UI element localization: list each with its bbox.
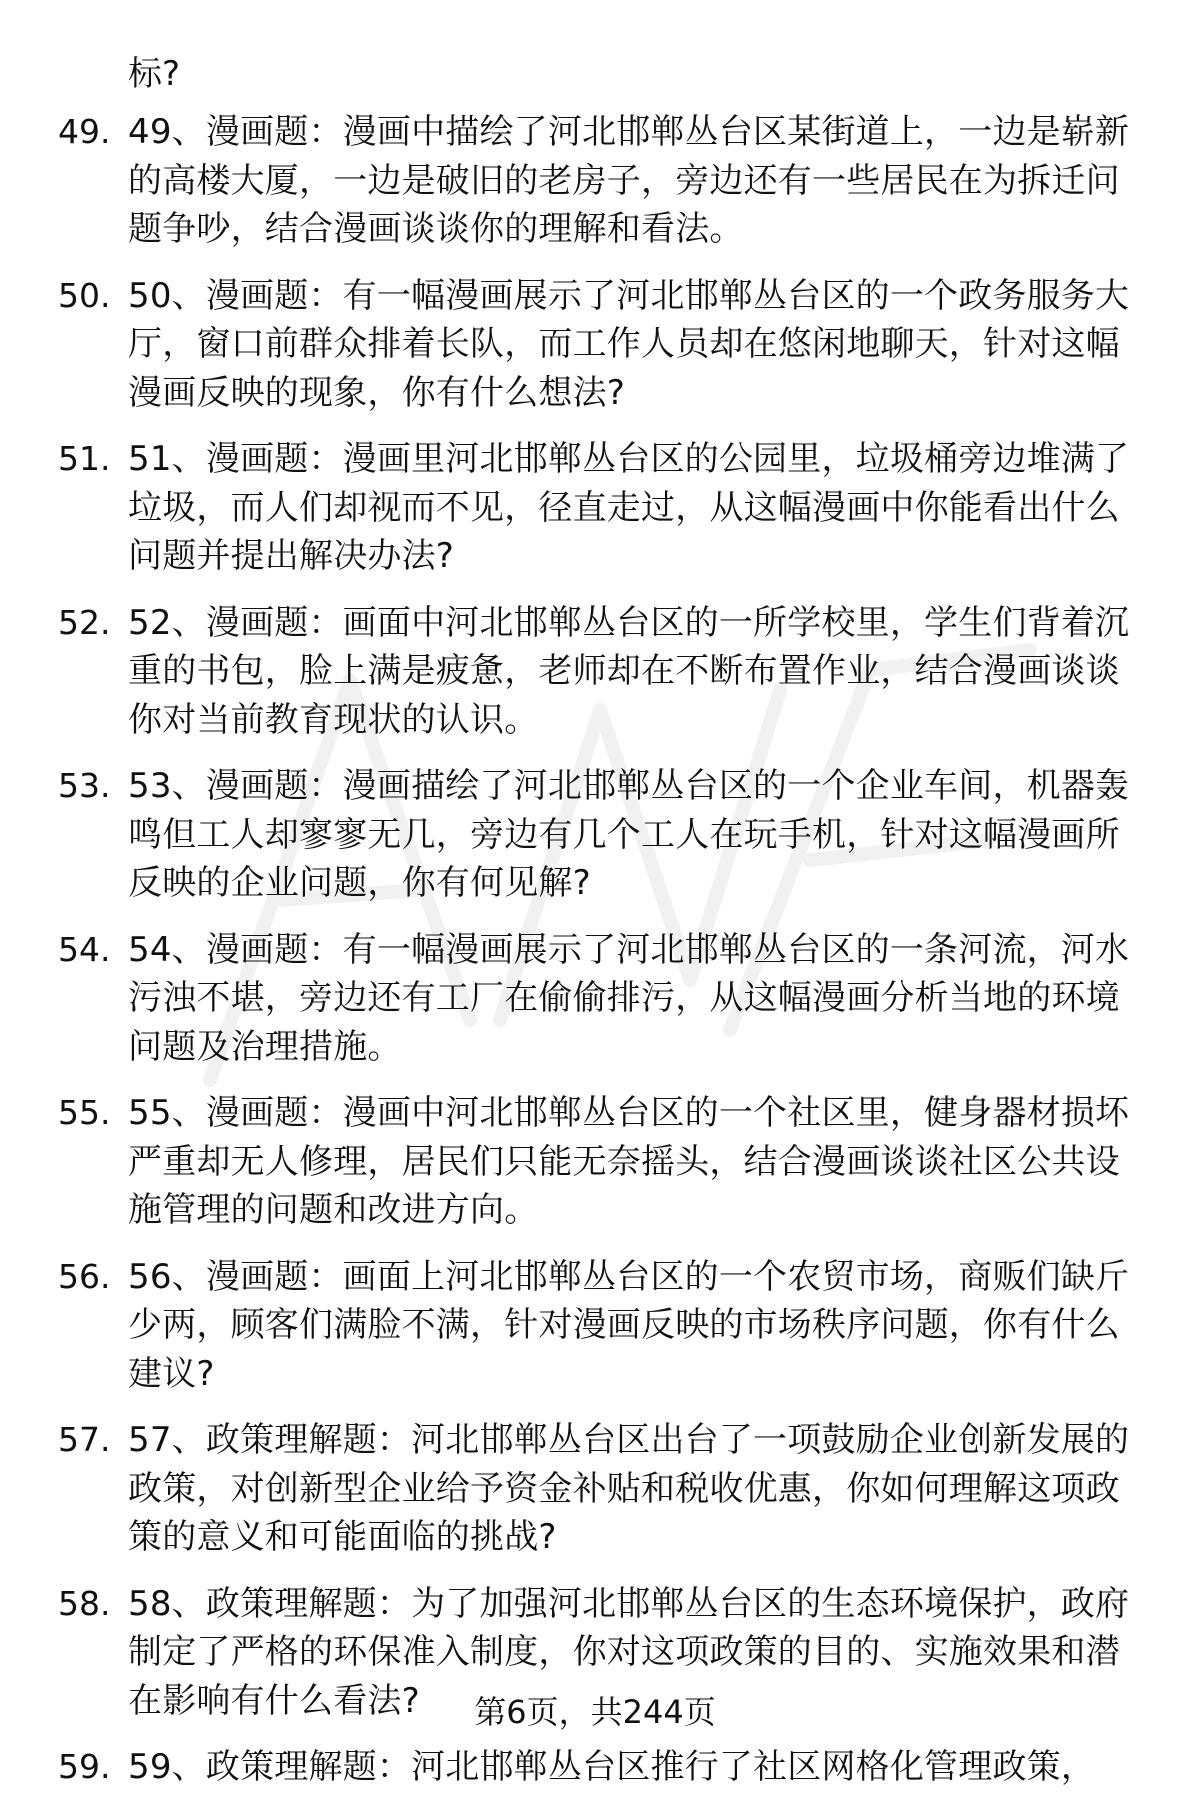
- question-number: 49.: [58, 112, 111, 151]
- question-text: 57、政策理解题：河北邯郸丛台区出台了一项鼓励企业创新发展的政策，对创新型企业给予资金补贴和税收优惠，你如何理解这项政策的意义和可能面临的挑战?: [128, 1420, 1130, 1557]
- question-item: [0, 1089, 1190, 1235]
- question-text: 58、政策理解题：为了加强河北邯郸丛台区的生态环境保护，政府制定了严格的环保准入制度，你对这项政策的目的、实施效果和潜在影响有什么看法?: [128, 1583, 1130, 1721]
- question-item: [0, 926, 1190, 1072]
- question-number: 50.: [58, 275, 111, 315]
- question-text: 53、漫画题：漫画描绘了河北邯郸丛台区的一个企业车间，机器轰鸣但工人却寥寥无几，旁边有几个工人在玩手机，针对这幅漫画所反映的企业问题，你有何见解?: [128, 766, 1130, 903]
- question-text: 55、漫画题：漫画中河北邯郸丛台区的一个社区里，健身器材损坏严重却无人修理，居民们只能无奈摇头，结合漫画谈谈社区公共设施管理的问题和改进方向。: [128, 1093, 1130, 1230]
- question-text: 54、漫画题：有一幅漫画展示了河北邯郸丛台区的一条河流，河水污浊不堪，旁边还有工厂在偷偷排污，从这幅漫画分析当地的环境问题及治理措施。: [128, 929, 1130, 1067]
- question-text: 59、政策理解题：河北邯郸丛台区推行了社区网格化管理政策，: [128, 1747, 1096, 1787]
- question-number: 59.: [58, 1747, 111, 1786]
- question-item: [0, 1253, 1190, 1399]
- question-number: 58.: [58, 1583, 111, 1623]
- question-item: [0, 272, 1190, 418]
- question-item: [0, 762, 1190, 908]
- question-item: [0, 435, 1190, 581]
- question-item: [0, 1416, 1190, 1562]
- question-number: 54.: [58, 929, 111, 969]
- question-item: [0, 1743, 1190, 1792]
- question-number: 55.: [58, 1093, 111, 1132]
- continued-question-tail: 标?: [128, 54, 181, 94]
- question-number: 57.: [58, 1420, 111, 1459]
- question-text: 51、漫画题：漫画里河北邯郸丛台区的公园里，垃圾桶旁边堆满了垃圾，而人们却视而不见，径直走过，从这幅漫画中你能看出什么问题并提出解决办法?: [128, 439, 1130, 576]
- question-list: [0, 108, 1190, 1810]
- page-number-footer: 第6页，共244页: [474, 1693, 716, 1731]
- question-text: 50、漫画题：有一幅漫画展示了河北邯郸丛台区的一个政务服务大厅，窗口前群众排着长队，而工作人员却在悠闲地聊天，针对这幅漫画反映的现象，你有什么想法?: [128, 275, 1130, 413]
- question-number: 52.: [58, 602, 111, 642]
- question-text: 56、漫画题：画面上河北邯郸丛台区的一个农贸市场，商贩们缺斤少两，顾客们满脸不满，针对漫画反映的市场秩序问题，你有什么建议?: [128, 1256, 1130, 1394]
- question-number: 56.: [58, 1256, 111, 1296]
- question-number: 51.: [58, 439, 111, 478]
- question-text: 49、漫画题：漫画中描绘了河北邯郸丛台区某街道上，一边是崭新的高楼大厦，一边是破旧的老房子，旁边还有一些居民在为拆迁问题争吵，结合漫画谈谈你的理解和看法。: [128, 112, 1130, 249]
- question-number: 53.: [58, 766, 111, 805]
- question-text: 52、漫画题：画面中河北邯郸丛台区的一所学校里，学生们背着沉重的书包，脸上满是疲惫，老师却在不断布置作业，结合漫画谈谈你对当前教育现状的认识。: [128, 602, 1130, 740]
- question-item: [0, 108, 1190, 254]
- question-item: [0, 599, 1190, 745]
